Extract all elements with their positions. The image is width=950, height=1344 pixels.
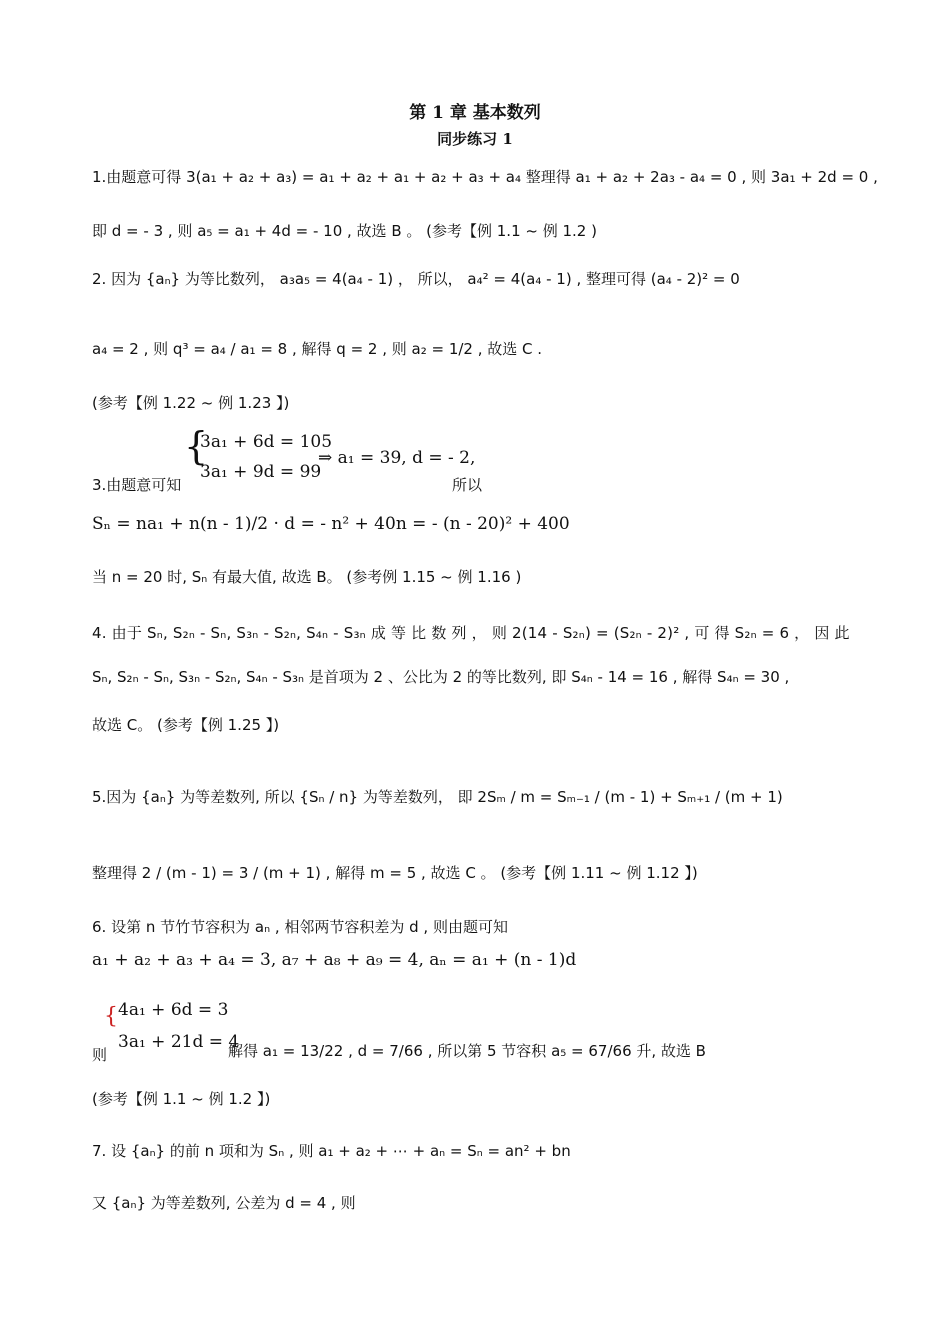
p3-line2: Sₙ = na₁ + n(n - 1)/2 · d = - n² + 40n = - (n - 20)² + 400 [92,514,570,534]
p3-line3: 当 n = 20 时, Sₙ 有最大值, 故选 B。 (参考例 1.15 ~ 例 1.16 ) [92,568,522,586]
p5-line2: 整理得 2 / (m - 1) = 3 / (m + 1) , 解得 m = 5 , 故选 C 。 (参考【例 1.11 ~ 例 1.12 】) [92,864,698,882]
chapter-title: 第 1 章 基本数列 [409,103,541,123]
p1-line1: 1.由题意可得 3(a₁ + a₂ + a₃) = a₁ + a₂ + a₁ + a₂ + a₃ + a₄ 整理得 a₁ + a₂ + 2a₃ - a₄ = 0 , 则 3a₁ + 2d = 0 , [92,168,878,186]
p2-line3: (参考【例 1.22 ~ 例 1.23 】) [92,394,290,412]
p3-system-eq1: 3a₁ + 6d = 105 [200,432,333,452]
p6-line3-prefix: 则 [92,1046,108,1064]
p3-system-result: ⇒ a₁ = 39, d = - 2, [318,448,476,468]
p6-line1: 6. 设第 n 节竹节容积为 aₙ , 相邻两节容积差为 d , 则由题可知 [92,918,508,936]
p5-line1: 5.因为 {aₙ} 为等差数列, 所以 {Sₙ / n} 为等差数列， 即 2Sₘ / m = Sₘ₋₁ / (m - 1) + Sₘ₊₁ / (m + 1) [92,788,783,806]
p3-line1: 3.由题意可知 [92,476,182,494]
p6-line2: a₁ + a₂ + a₃ + a₄ = 3, a₇ + a₈ + a₉ = 4, aₙ = a₁ + (n - 1)d [92,950,577,970]
p6-system-eq2: 3a₁ + 21d = 4 [118,1032,240,1052]
p6-brace: { [104,1004,118,1029]
p1-line2: 即 d = - 3 , 则 a₅ = a₁ + 4d = - 10 , 故选 B 。 (参考【例 1.1 ~ 例 1.2 ) [92,222,597,240]
exercise-title: 同步练习 1 [437,130,513,148]
p4-line1: 4. 由于 Sₙ, S₂ₙ - Sₙ, S₃ₙ - S₂ₙ, S₄ₙ - S₃ₙ 成 等 比 数 列 ， 则 2(14 - S₂ₙ) = (S₂ₙ - 2)² , 可 得 S₂ₙ = 6 ， 因 此 [92,624,850,642]
p2-line1: 2. 因为 {aₙ} 为等比数列， a₃a₅ = 4(a₄ - 1) ， 所以， a₄² = 4(a₄ - 1) , 整理可得 (a₄ - 2)² = 0 [92,270,740,288]
p4-line3: 故选 C。 (参考【例 1.25 】) [92,716,280,734]
p4-line2: Sₙ, S₂ₙ - Sₙ, S₃ₙ - S₂ₙ, S₄ₙ - S₃ₙ 是首项为 2 、公比为 2 的等比数列, 即 S₄ₙ - 14 = 16 , 解得 S₄ₙ = 30 , [92,668,790,686]
p3-line1-tail: 所以 [452,476,483,494]
p7-line2: 又 {aₙ} 为等差数列, 公差为 d = 4 , 则 [92,1194,356,1212]
p2-line2: a₄ = 2 , 则 q³ = a₄ / a₁ = 8 , 解得 q = 2 , 则 a₂ = 1/2 , 故选 C . [92,340,543,358]
p3-brace: { [184,424,209,468]
p6-system-eq1: 4a₁ + 6d = 3 [118,1000,229,1020]
p6-line4: (参考【例 1.1 ~ 例 1.2 】) [92,1090,271,1108]
p7-line1: 7. 设 {aₙ} 的前 n 项和为 Sₙ , 则 a₁ + a₂ + ⋯ + aₙ = Sₙ = an² + bn [92,1142,571,1160]
p6-line3: 解得 a₁ = 13/22 , d = 7/66 , 所以第 5 节容积 a₅ = 67/66 升, 故选 B [228,1042,706,1060]
p3-system-eq2: 3a₁ + 9d = 99 [200,462,322,482]
